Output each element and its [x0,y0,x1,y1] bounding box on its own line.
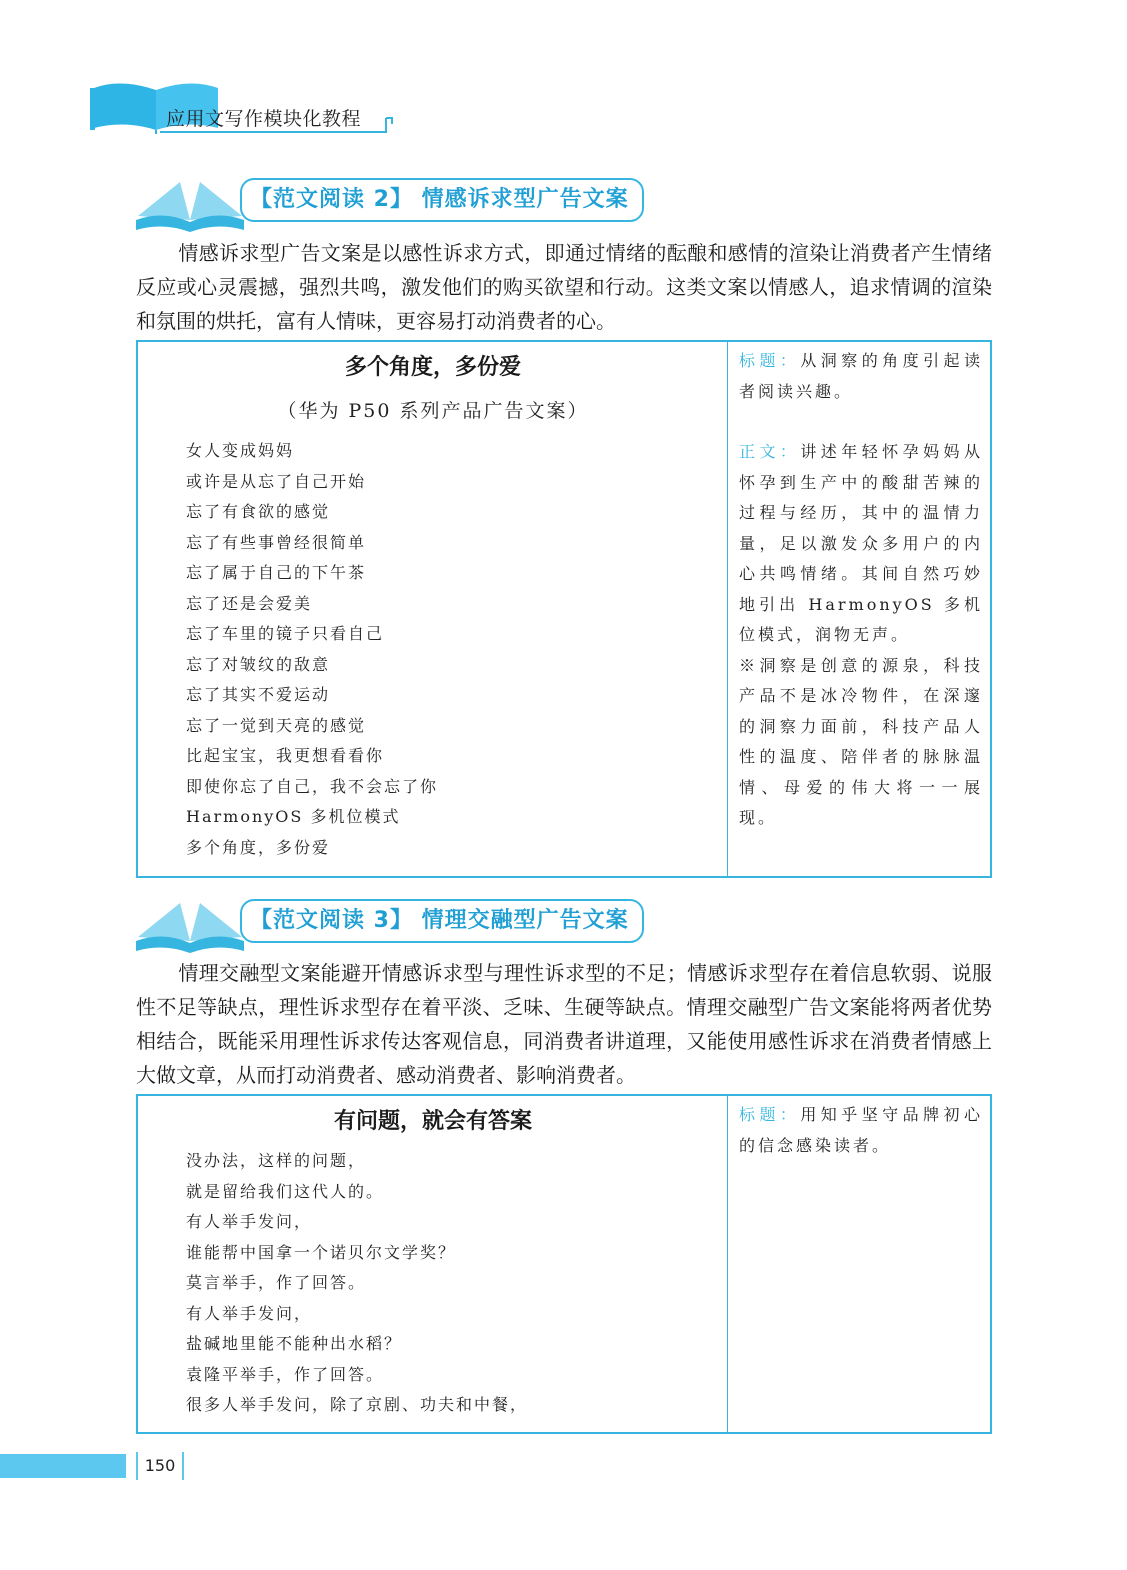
ad-line: 忘了有食欲的感觉 [186,502,331,521]
ad-line: 就是留给我们这代人的。 [186,1181,385,1201]
ad-title: 多个角度，多份爱 [344,355,521,380]
ad-line: 袁隆平举手，作了回答。 [186,1364,385,1384]
ad-line: 或许是从忘了自己开始 [186,471,367,491]
ad-copy-column [138,342,728,876]
ad-copy-column [138,1096,728,1432]
column-divider [727,1096,728,1432]
ad-line: 多个角度，多份爱 [186,837,331,857]
section-3-intro-paragraph: 情理交融型文案能避开情感诉求型与理性诉求型的不足；情感诉求型存在着信息软弱、说服性不足等缺点，理性诉求型存在着平淡、乏味、生硬等缺点。情理交融型广告文案能将两者优势相结合，既能采用理性诉求传达客观信息，同消费者讲道理，又能使用感性诉求在消费者情感上大做文章，从而打动消费者、感动消费者、影响消费者。 [136,961,992,1087]
page-number: 150 [136,1452,184,1480]
ad-line: 忘了其实不爱运动 [186,685,331,704]
ad-line: 即使你忘了自己，我不会忘了你 [186,776,439,796]
section-heading-3 [136,897,656,953]
ad-line: 忘了车里的镜子只看自己 [186,624,385,643]
annotation-body: 正文：讲述年轻怀孕妈妈从怀孕到生产中的酸甜苦辣的过程与经历，其中的温情力量，足以激发众多用户的内心共鸣情绪。其间自然巧妙地引出 HarmonyOS 多机位模式，润物无声。 [739,442,983,644]
ad-line: HarmonyOS 多机位模式 [186,807,401,826]
ad-line: 忘了属于自己的下午茶 [186,563,367,582]
ad-copy-lines [186,1146,528,1421]
ad-line: 女人变成妈妈 [186,441,295,460]
ad-copy-lines [186,436,438,863]
ad-line: 忘了对皱纹的敌意 [186,654,331,674]
page-footer-bar [0,1454,126,1478]
section-heading-2-label: 【范文阅读 2】 情感诉求型广告文案 [240,178,644,222]
example-box-3 [136,1094,992,1434]
ad-line: 比起宝宝，我更想看看你 [186,746,385,765]
ad-line: 忘了有些事曾经很简单 [186,532,367,552]
open-book-wing-icon [136,897,244,953]
annotation-column [739,1096,983,1161]
open-book-wing-icon [136,176,244,232]
ad-line: 很多人举手发问，除了京剧、功夫和中餐， [186,1395,529,1414]
ad-line: 盐碱地里能不能种出水稻？ [186,1334,403,1353]
ad-line: 谁能帮中国拿一个诺贝尔文学奖？ [186,1242,457,1262]
ad-line: 有人举手发问， [186,1303,313,1323]
example-box-2 [136,340,992,878]
section-heading-3-label: 【范文阅读 3】 情理交融型广告文案 [240,899,644,943]
ad-title: 有问题，就会有答案 [333,1109,532,1134]
annotation-title: 标题：用知乎坚守品牌初心的信念感染读者。 [739,1105,983,1155]
annotation-column [739,342,983,834]
annotation-extra: ※洞察是创意的源泉，科技产品不是冰冷物件，在深邃的洞察力面前，科技产品人性的温度、陪伴者的脉脉温情、母爱的伟大将一一展现。 [739,655,983,827]
running-header-title: 应用文写作模块化教程 [166,108,362,130]
annotation-title: 标题：从洞察的角度引起读者阅读兴趣。 [739,351,983,401]
ad-line: 忘了还是会爱美 [186,593,313,613]
ad-line: 有人举手发问， [186,1212,313,1231]
section-2-intro-paragraph: 情感诉求型广告文案是以感性诉求方式，即通过情绪的酝酿和感情的渲染让消费者产生情绪反应或心灵震撼，强烈共鸣，激发他们的购买欲望和行动。这类文案以情感人，追求情调的渲染和氛围的烘托，富有人情味，更容易打动消费者的心。 [136,241,992,333]
ad-line: 没办法，这样的问题， [186,1151,367,1170]
column-divider [727,342,728,876]
ad-line: 忘了一觉到天亮的感觉 [186,715,367,735]
ad-subtitle: （华为 P50 系列产品广告文案） [277,400,589,422]
ad-line: 莫言举手，作了回答。 [186,1273,367,1292]
section-heading-2 [136,176,656,232]
